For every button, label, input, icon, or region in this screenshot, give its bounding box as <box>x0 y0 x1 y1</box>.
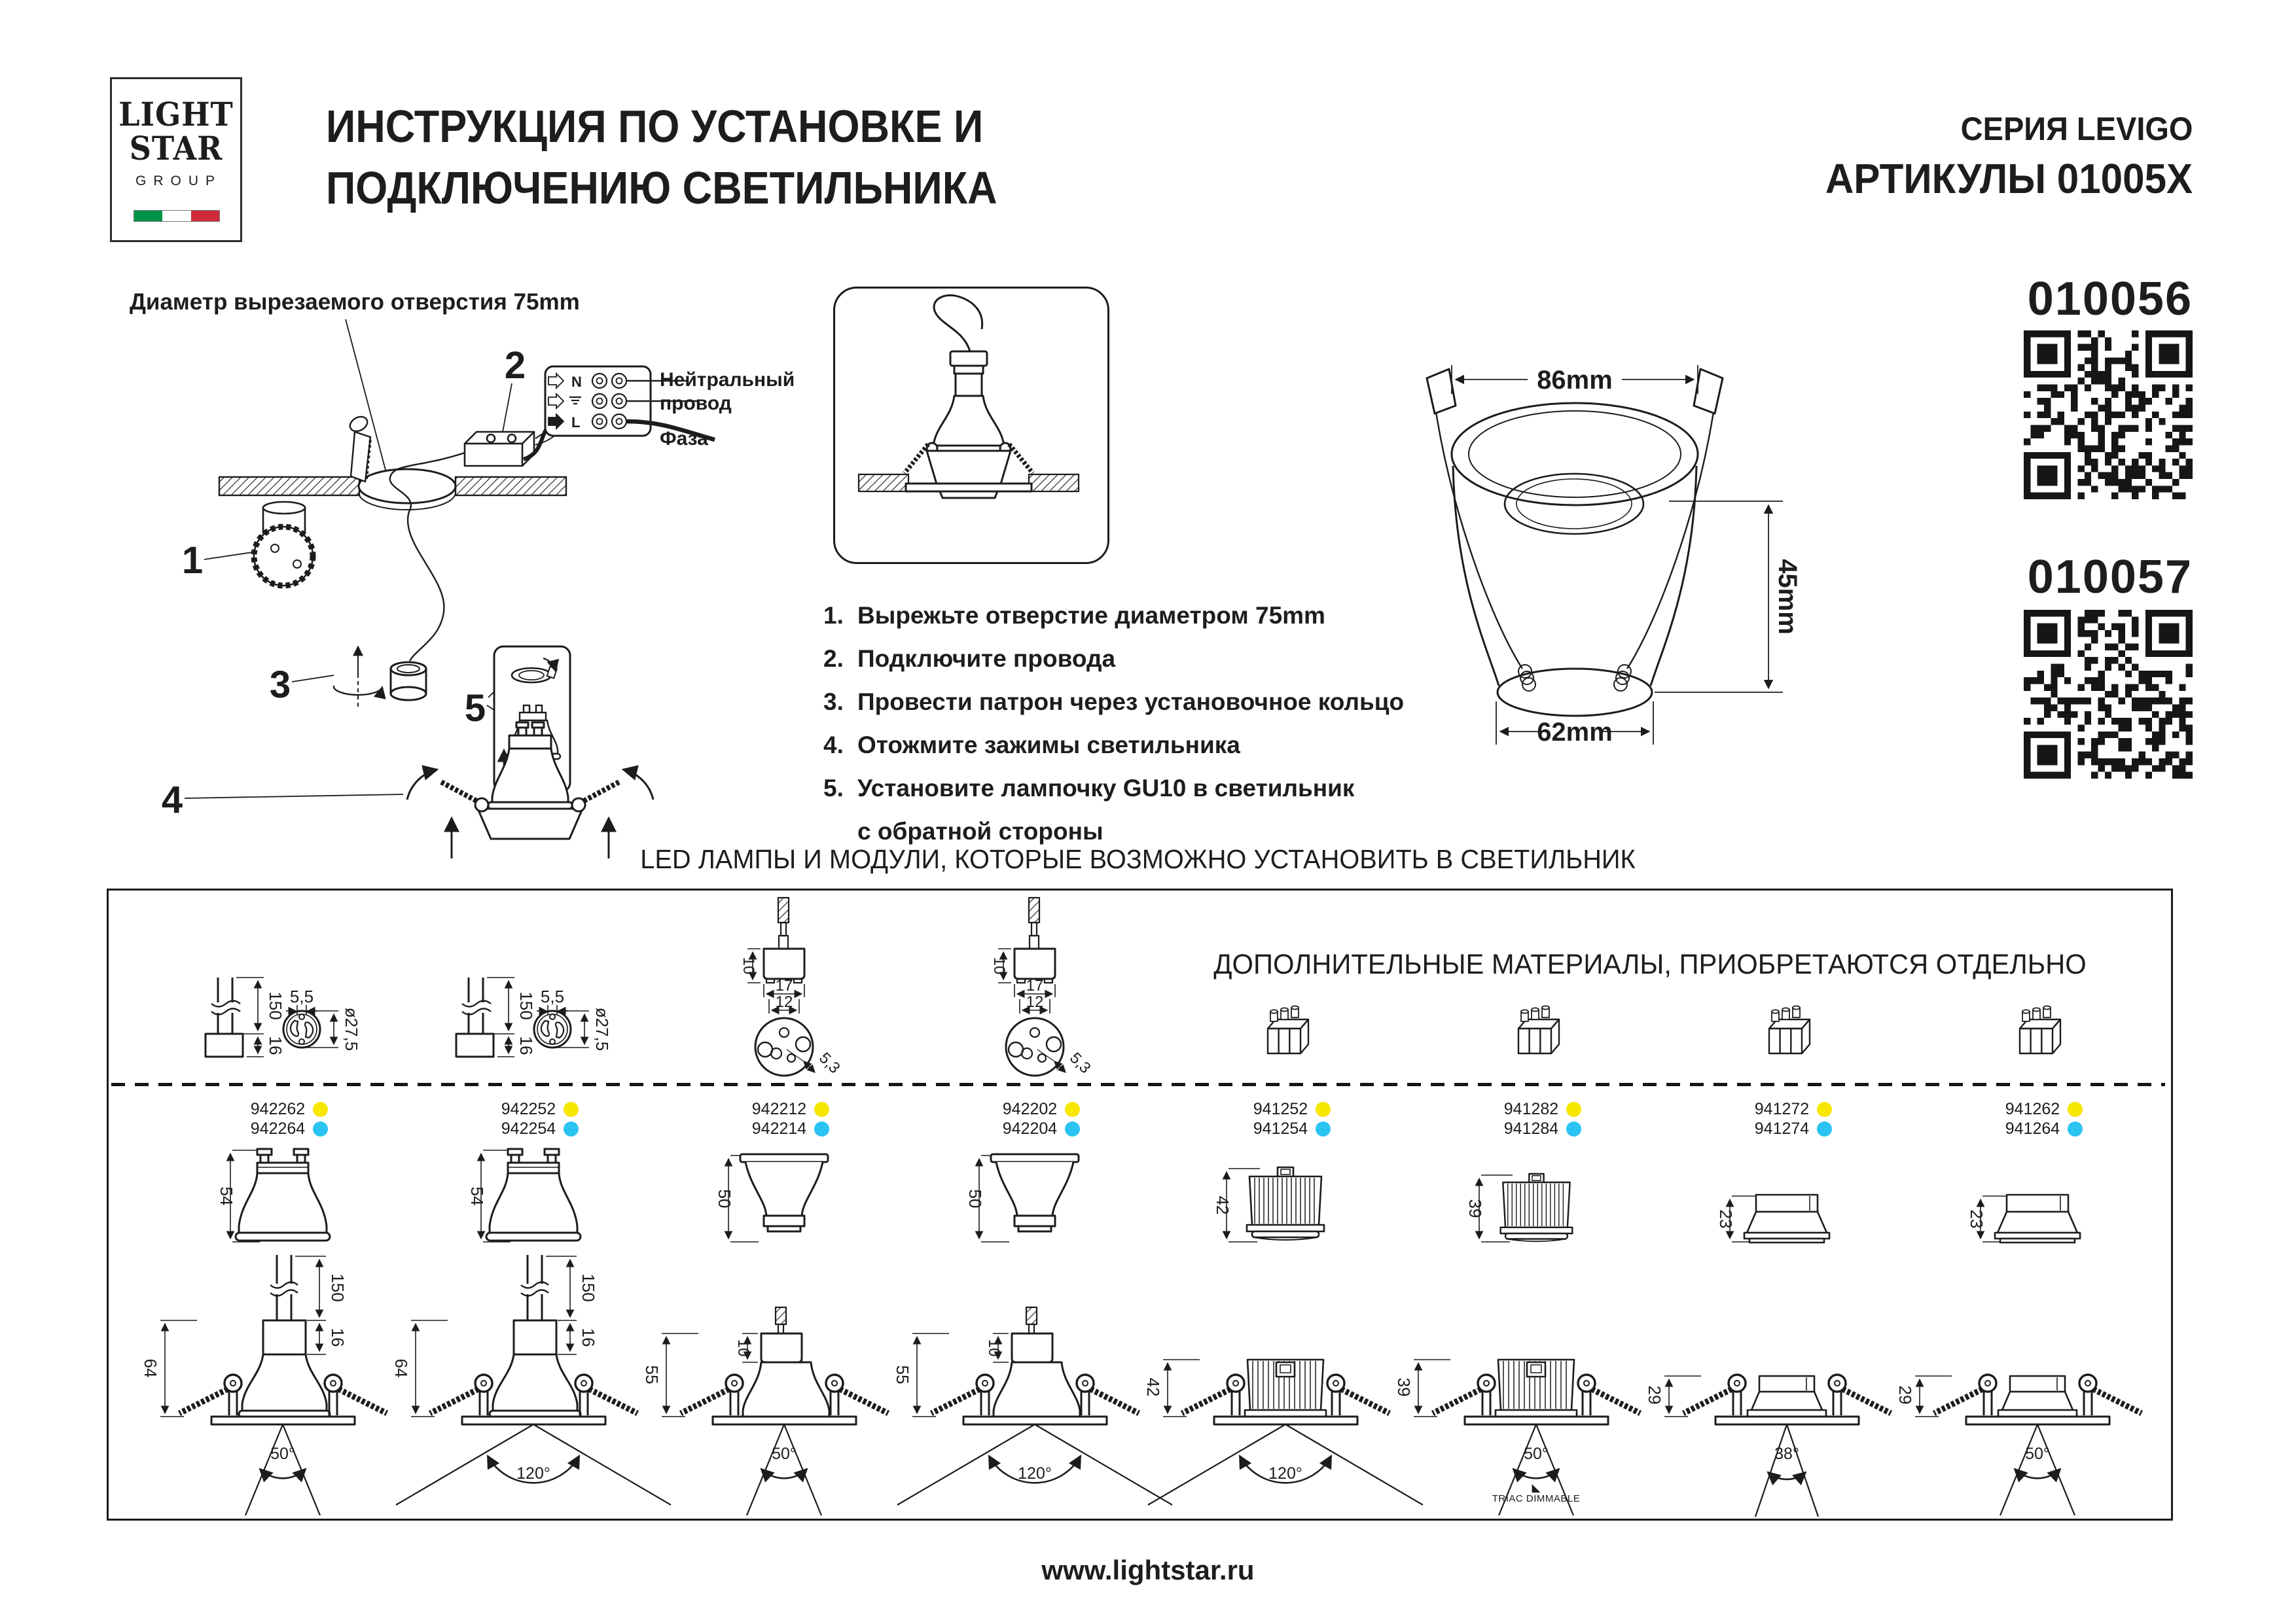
article-row <box>1167 1120 1417 1137</box>
article-row <box>415 1101 665 1118</box>
logo-word-light: LIGHT <box>118 95 234 133</box>
terminal-l-label: L <box>571 414 581 431</box>
article-row <box>164 1101 414 1118</box>
led-column-1 <box>141 890 408 1517</box>
step-1-number: 1 <box>181 539 204 582</box>
dim-top-width: 86mm <box>1537 366 1613 395</box>
instruction-sheet: 150 16 5,5 ø27,5 10 17 12 5,3 150 16 10 LIGHT STAR GROUP ИНСТРУКЦИЯ ПО УСТАНОВКЕ И ПОДКЛЮЧЕНИЮ СВЕТИЛЬНИКА СЕРИЯ LEVIGO АРТИКУЛЫ 01005X 010056 010057 Диаметр вырезаемого отверстия 75mm 2 N L Нейтральный провод Фаза 1 3 5 4 1. Вырежьте отверстие диаметром 75mm 2. Подключите провода 3. Провести патрон через установочное кольцо 4. Отожмите зажимы светильника 5. Установите лампочку GU10 в светильник с обратной стороны 86mm 45mm 62mm LED ЛАМПЫ И МОДУЛИ, КОТОРЫЕ ВОЗМОЖНО УСТАНОВИТЬ В СВЕТИЛЬНИК ДОПОЛНИТЕЛЬНЫЕ МАТЕРИАЛЫ, ПРИОБРЕТАЮТСЯ ОТДЕЛЬНО 54 64 942262 942264 50° 54 64 942252 942254 120° 50 55 942212 942214 50° 50 55 942202 942204 120° 42 42 941252 941254 120° 39 39 941282 941284 50° ◣ TRIAC DIMMABLE 23 29 941272 941274 38° 23 29 941262 941264 50° www.lightstar.ru <box>0 0 2296 1624</box>
cool-color-dot-icon <box>1566 1121 1581 1137</box>
led-column-5 <box>1143 890 1410 1517</box>
step-item <box>823 767 1412 810</box>
led-column-3 <box>642 890 909 1517</box>
step-number: 5. <box>823 775 844 802</box>
led-column-6 <box>1394 890 1661 1517</box>
column-4-drawings <box>893 890 1160 1517</box>
phase-wire-label: Фаза <box>660 428 708 450</box>
article-row <box>666 1101 916 1118</box>
beam-angle-label: 50° <box>1524 1445 1549 1463</box>
led-column-4 <box>893 890 1160 1517</box>
saw-icon <box>348 414 370 482</box>
step-5-number: 5 <box>464 687 486 730</box>
terminal-n-label: N <box>571 374 582 390</box>
warm-color-dot-icon <box>1566 1102 1581 1117</box>
led-section-title: LED ЛАМПЫ И МОДУЛИ, КОТОРЫЕ ВОЗМОЖНО УСТАНОВИТЬ В СВЕТИЛЬНИК <box>640 844 1636 874</box>
beam-angle-label: 50° <box>270 1445 295 1463</box>
step-number: 1. <box>823 602 844 629</box>
article-code-2: 010057 <box>2027 551 2193 603</box>
article-number-warm: 941282 <box>1503 1099 1559 1118</box>
qr-code-010057 <box>2024 610 2193 779</box>
fixture-overview-frame <box>833 287 1109 564</box>
fixture-overview-drawing <box>835 289 1107 562</box>
article-row <box>1418 1101 1668 1118</box>
page-title <box>326 96 997 219</box>
article-number-warm: 942212 <box>751 1099 807 1118</box>
beam-angle-label: 120° <box>1268 1464 1302 1483</box>
dim-bottom-width: 62mm <box>1537 718 1613 747</box>
cool-color-dot-icon <box>814 1121 829 1137</box>
fixture-height-dim: 55 <box>893 1365 912 1385</box>
lamp-height-dim: 50 <box>715 1189 734 1209</box>
column-6-drawings <box>1394 890 1661 1517</box>
article-number-warm: 941262 <box>2005 1099 2060 1118</box>
step-item <box>823 637 1412 680</box>
column-3-drawings <box>642 890 909 1517</box>
neutral-wire-label-2: провод <box>660 393 732 414</box>
fixture-height-dim: 55 <box>642 1365 662 1385</box>
lamp-height-dim: 39 <box>1465 1199 1485 1218</box>
italian-flag-icon <box>134 210 220 222</box>
lamp-height-dim: 23 <box>1967 1209 1986 1229</box>
fixture-height-dim: 29 <box>1645 1385 1664 1405</box>
website-url: www.lightstar.ru <box>1041 1555 1255 1585</box>
column-1-drawings <box>141 890 408 1517</box>
lamp-height-dim: 23 <box>1716 1209 1736 1229</box>
triac-dimmable-note <box>1411 1482 1661 1504</box>
triac-triangle-icon: ◣ <box>1532 1481 1541 1494</box>
article-row <box>916 1120 1166 1137</box>
page-title-line1: ИНСТРУКЦИЯ ПО УСТАНОВКЕ И <box>326 101 984 152</box>
cool-color-dot-icon <box>1065 1121 1080 1137</box>
warm-color-dot-icon <box>1316 1102 1331 1117</box>
fixture-height-dim: 39 <box>1394 1377 1414 1397</box>
led-column-2 <box>391 890 658 1517</box>
fixture-height-dim: 42 <box>1143 1377 1163 1397</box>
article-row <box>415 1120 665 1137</box>
article-row <box>916 1101 1166 1118</box>
article-number-cool: 942214 <box>751 1119 807 1138</box>
lamp-height-dim: 42 <box>1213 1195 1232 1215</box>
article-row <box>1919 1120 2169 1137</box>
article-number-cool: 941274 <box>1754 1119 1810 1138</box>
step-2-number: 2 <box>504 344 526 387</box>
column-2-drawings <box>391 890 658 1517</box>
article-number-cool: 941254 <box>1253 1119 1308 1138</box>
warm-color-dot-icon <box>564 1102 579 1117</box>
article-number-cool: 942264 <box>250 1119 306 1138</box>
beam-angle-label: 50° <box>772 1445 797 1463</box>
cool-color-dot-icon <box>2068 1121 2083 1137</box>
article-number-cool: 942204 <box>1002 1119 1058 1138</box>
column-7-drawings <box>1645 890 1912 1517</box>
cool-color-dot-icon <box>313 1121 328 1137</box>
fixture-dimensions-drawing <box>1407 308 1931 766</box>
article-number-warm: 941272 <box>1754 1099 1810 1118</box>
article-row <box>1418 1120 1668 1137</box>
cool-color-dot-icon <box>1817 1121 1832 1137</box>
logo-word-star: STAR <box>129 129 223 168</box>
lamp-height-dim: 50 <box>965 1189 985 1209</box>
beam-angle-label: 120° <box>1018 1464 1052 1483</box>
step-item <box>823 594 1412 637</box>
step-number: 4. <box>823 732 844 758</box>
step-3-number: 3 <box>269 663 291 706</box>
cool-color-dot-icon <box>564 1121 579 1137</box>
fixture-clip-diagram <box>407 722 653 858</box>
article-row <box>1668 1120 1918 1137</box>
article-number-warm: 942252 <box>501 1099 556 1118</box>
article-row <box>1167 1101 1417 1118</box>
step-number: 3. <box>823 688 844 715</box>
article-number-cool: 942254 <box>501 1119 556 1138</box>
step-text: Провести патрон через установочное кольцо <box>857 688 1405 715</box>
logo-word-group: GROUP <box>135 173 222 188</box>
warm-color-dot-icon <box>1065 1102 1080 1117</box>
articles-title: АРТИКУЛЫ 01005X <box>1825 155 2193 202</box>
qr-code-010056 <box>2024 330 2193 499</box>
warm-color-dot-icon <box>2068 1102 2083 1117</box>
step-number: 2. <box>823 645 844 672</box>
neutral-wire-label-1: Нейтральный <box>660 369 795 391</box>
series-title: СЕРИЯ LEVIGO <box>1960 111 2193 147</box>
beam-angle-label: 120° <box>516 1464 550 1483</box>
triac-text: TRIAC DIMMABLE <box>1492 1493 1581 1504</box>
cool-color-dot-icon <box>1316 1121 1331 1137</box>
rotation-arrows-icon <box>334 646 382 707</box>
warm-color-dot-icon <box>1817 1102 1832 1117</box>
column-8-drawings <box>1895 890 2162 1517</box>
article-number-warm: 941252 <box>1253 1099 1308 1118</box>
fixture-height-dim: 64 <box>141 1358 160 1378</box>
led-column-8 <box>1895 890 2162 1517</box>
article-row <box>666 1120 916 1137</box>
step-text: Вырежьте отверстие диаметром 75mm <box>857 602 1325 629</box>
instruction-steps <box>823 594 1412 853</box>
page-title-line2: ПОДКЛЮЧЕНИЮ СВЕТИЛЬНИКА <box>326 162 997 213</box>
lamp-height-dim: 54 <box>467 1186 487 1206</box>
step-text: Отожмите зажимы светильника <box>857 732 1240 758</box>
fixture-height-dim: 29 <box>1895 1385 1915 1405</box>
fixture-height-dim: 64 <box>391 1358 411 1378</box>
step-item <box>823 680 1412 724</box>
article-number-warm: 942262 <box>250 1099 306 1118</box>
beam-angle-label: 50° <box>2025 1445 2050 1463</box>
article-row <box>1668 1101 1918 1118</box>
article-row <box>164 1120 414 1137</box>
step-4-number: 4 <box>161 779 183 821</box>
extra-materials-title: ДОПОЛНИТЕЛЬНЫЕ МАТЕРИАЛЫ, ПРИОБРЕТАЮТСЯ ОТДЕЛЬНО <box>1213 949 2087 980</box>
article-number-cool: 941264 <box>2005 1119 2060 1138</box>
step-item <box>823 724 1412 767</box>
dim-height: 45mm <box>1773 559 1802 635</box>
article-number-cool: 941284 <box>1503 1119 1559 1138</box>
lightstar-logo <box>110 77 242 242</box>
article-number-warm: 942202 <box>1002 1099 1058 1118</box>
lamp-height-dim: 54 <box>217 1186 236 1206</box>
beam-angle-label: 38° <box>1774 1445 1799 1463</box>
terminal-block-icon <box>465 432 534 466</box>
step-5-continuation: с обратной стороны <box>857 818 1103 845</box>
column-5-drawings <box>1143 890 1410 1517</box>
article-code-1: 010056 <box>2027 273 2193 325</box>
warm-color-dot-icon <box>313 1102 328 1117</box>
article-row <box>1919 1101 2169 1118</box>
step-text: Подключите провода <box>857 645 1116 672</box>
led-column-7 <box>1645 890 1912 1517</box>
mounting-ring-icon <box>391 662 426 700</box>
step-text: Установите лампочку GU10 в светильник <box>857 775 1355 802</box>
hole-diameter-label: Диаметр вырезаемого отверстия 75mm <box>130 289 580 315</box>
hole-saw-icon <box>254 502 313 586</box>
warm-color-dot-icon <box>814 1102 829 1117</box>
